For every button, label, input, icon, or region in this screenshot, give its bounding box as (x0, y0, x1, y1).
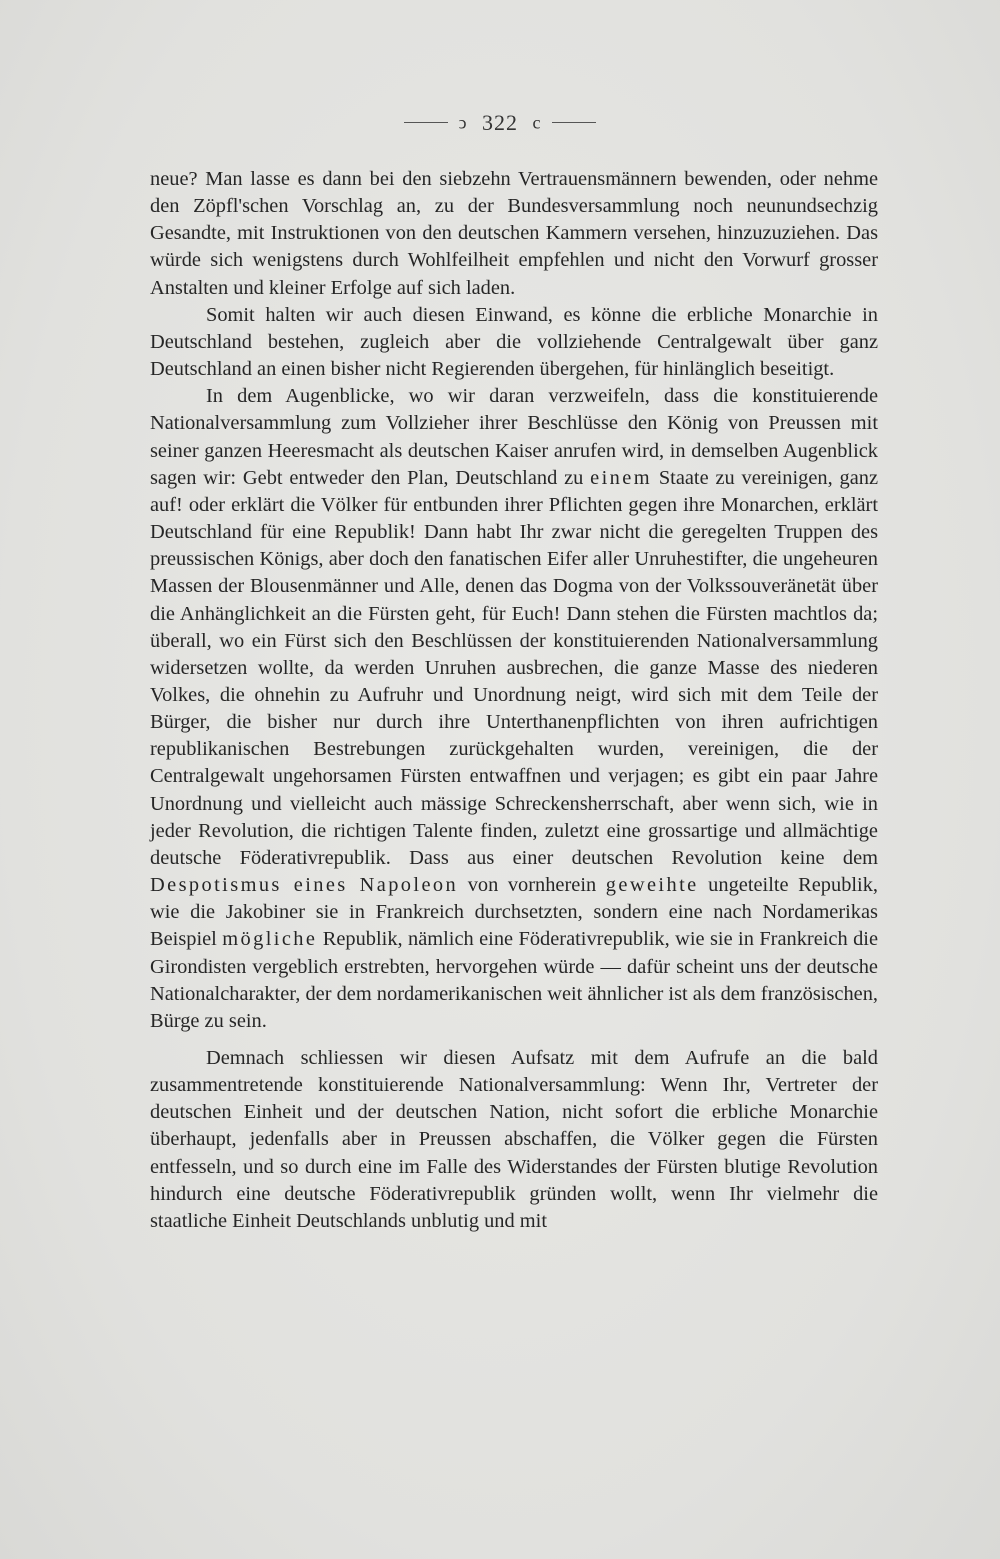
body-text (150, 166, 878, 1235)
header-rule-right (552, 122, 596, 123)
text-segment: Somit halten wir auch diesen Einwand, es könne die erbliche Monarchie in Deutschland bestehen, zugleich aber die vollziehende Centralgewalt über ganz Deutschland an einen bisher nicht Regierenden übergehen, für hinlänglich beseitigt. (150, 303, 878, 381)
text-segment: von vornherein (458, 874, 606, 897)
spaced-emphasis: mögliche (222, 928, 318, 951)
text-segment: In dem Augenblicke, wo wir daran verzweifeln, dass die konstituierende Nationalversammlung zum Vollzieher ihrer Beschlüsse den König von Preussen mit seiner ganzen Heeresmacht als deutschen Kaiser anrufen wird, in demselben Augenblick sagen wir: Gebt entweder den Plan, Deutschland zu (150, 385, 878, 489)
spaced-emphasis: Despotismus eines Napoleon (150, 874, 459, 897)
text-segment: Demnach schliessen wir diesen Aufsatz mit dem Aufrufe an die bald zusammentretende konstituierende Nationalversammlung: Wenn Ihr, Vertreter der deutschen Einheit und der deutschen Nation, nicht sofort die erbliche Monarchie überhaupt, jedenfalls aber in Preussen abschaffen, die Völker gegen die Fürsten entfesseln, und so durch eine im Falle des Widerstandes der Fürsten blutige Revolution hindurch eine deutsche Föderativrepublik gründen wollt, wenn Ihr vielmehr die staatliche Einheit Deutschlands unblutig und mit (150, 1047, 878, 1232)
paragraph-1 (150, 166, 878, 302)
text-segment: Staate zu vereinigen, ganz auf! oder erklärt die Völker für entbunden ihrer Pflichten gegen ihre Monarchen, erklärt Deutschland für eine Republik! Dann habt Ihr zwar nicht die geregelten Truppen des preussischen Königs, aber doch den fanatischen Eifer aller Unruhestifter, die ungeheuren Massen der Blousenmänner und Alle, denen das Dogma von der Volkssouveränetät über die Anhänglichkeit an die Fürsten geht, für Euch! Dann stehen die Fürsten machtlos da; überall, wo ein Fürst sich den Beschlüssen der konstituierenden Nationalversammlung widersetzen wollte, da werden Unruhen ausbrechen, die ganze Masse des niederen Volkes, die ohnehin zu Aufruhr und Unordnung neigt, wird sich mit dem Teile der Bürger, die bisher nur durch ihre Unterthanenpflichten von ihren aufrichtigen republikanischen Bestrebungen zurückgehalten wurden, vereinigen, die der Centralgewalt ungehorsamen Fürsten entwaffnen und verjagen; es gibt ein paar Jahre Unordnung und vielleicht auch mässige Schreckensherrschaft, aber wenn sich, wie in jeder Revolution, die richtigen Talente finden, zuletzt eine grossartige und allmächtige deutsche Föderativrepublik. Dass aus einer deutschen Revolution keine dem (150, 466, 878, 869)
paragraph-4 (150, 1045, 878, 1235)
header-rule-left (404, 122, 448, 123)
spaced-emphasis: einem (590, 466, 652, 489)
header-ornament-left: ↄ (458, 112, 468, 133)
paragraph-3 (150, 383, 878, 1035)
spaced-emphasis: geweihte (605, 874, 699, 897)
page-number: 322 (482, 109, 518, 135)
paragraph-2 (150, 302, 878, 383)
header-ornament-right: c (532, 112, 542, 133)
text-segment: ungeteilte Republik, wie die Jakobiner sie in Frankreich durchsetzten, sondern eine nach Nordamerikas Beispiel (150, 874, 879, 951)
text-segment: Republik, nämlich eine Föderativrepublik, wie sie in Frankreich die Girondisten vergeblich erstrebten, hervorgehen würde — dafür scheint uns der deutsche Nationalcharakter, der dem nordamerikanischen weit ähnlicher ist als dem französischen, Bürge zu sein. (150, 928, 878, 1032)
text-segment: neue? Man lasse es dann bei den siebzehn Vertrauensmännern bewenden, oder nehme den Zöpfl'schen Vorschlag an, zu der Bundesversammlung noch neunundsechzig Gesandte, mit Instruktionen von den deutschen Kammern versehen, hinzuzuziehen. Das würde sich wenigstens durch Wohlfeilheit empfehlen und nicht den Vorwurf grosser Anstalten und kleiner Erfolge auf sich laden. (150, 168, 878, 299)
page-header (0, 108, 1000, 136)
